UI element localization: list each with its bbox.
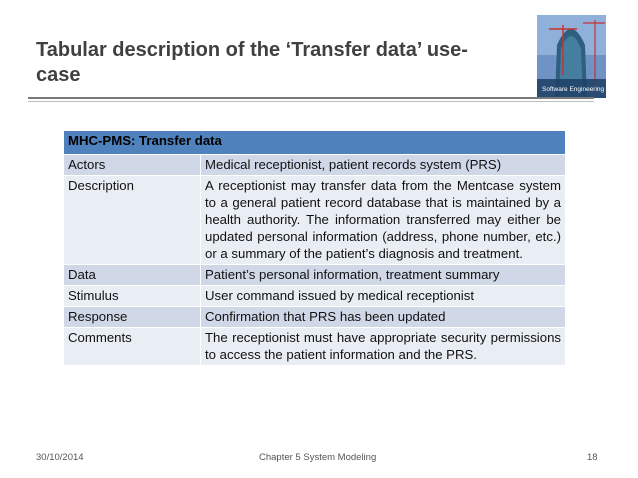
row-value: A receptionist may transfer data from the Mentcase system to a general patient record database that is maintained by a health authority. The information transferred may either be updated personal information (address, phone number, etc.) or a summary of the patient’s diagnosis and treatment. (201, 176, 566, 265)
table-row (64, 265, 566, 286)
row-label: Data (64, 265, 201, 286)
table-row (64, 155, 566, 176)
row-label: Description (64, 176, 201, 265)
row-value: Confirmation that PRS has been updated (201, 307, 566, 328)
row-label: Actors (64, 155, 201, 176)
row-label: Comments (64, 328, 201, 366)
footer-chapter: Chapter 5 System Modeling (259, 452, 377, 463)
row-value: Patient’s personal information, treatment summary (201, 265, 566, 286)
footer-page-number: 18 (587, 452, 598, 463)
use-case-table (63, 130, 566, 366)
book-cover-graphic (537, 15, 606, 98)
table-row (64, 307, 566, 328)
title-divider-shadow (28, 101, 594, 102)
table-row (64, 176, 566, 265)
table-header-row (64, 131, 566, 155)
row-value: User command issued by medical receptionist (201, 286, 566, 307)
book-cover-image (537, 15, 606, 98)
table-header-cell: MHC-PMS: Transfer data (64, 131, 566, 155)
title-divider (28, 97, 594, 99)
row-label: Stimulus (64, 286, 201, 307)
slide-title: Tabular description of the ‘Transfer data’ use-case (36, 39, 468, 86)
table-row (64, 286, 566, 307)
footer-date: 30/10/2014 (36, 452, 84, 463)
row-value: The receptionist must have appropriate security permissions to access the patient information and the PRS. (201, 328, 566, 366)
row-value: Medical receptionist, patient records system (PRS) (201, 155, 566, 176)
row-label: Response (64, 307, 201, 328)
table-row (64, 328, 566, 366)
book-cover-title: Software Engineering (542, 86, 605, 93)
